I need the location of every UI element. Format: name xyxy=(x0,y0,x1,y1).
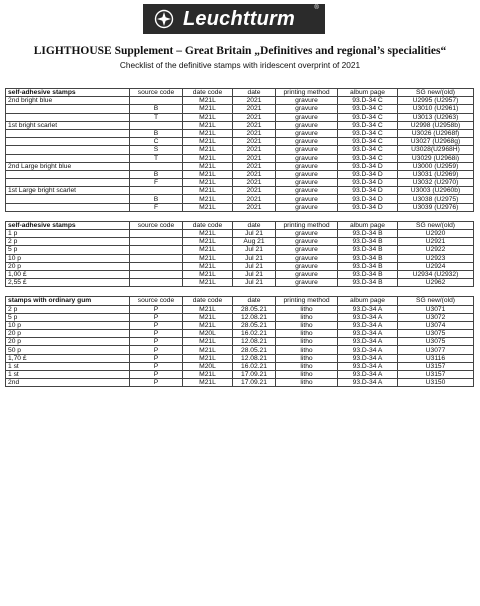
cell-stamp-description xyxy=(6,195,130,203)
cell-issue-date: 12.08.21 xyxy=(233,313,276,321)
cell-source-code: B xyxy=(130,129,183,137)
cell-source-code: P xyxy=(130,338,183,346)
cell-source-code: P xyxy=(130,362,183,370)
cell-printing-method: litho xyxy=(276,362,338,370)
cell-date-code: M21L xyxy=(183,105,233,113)
cell-printing-method: gravure xyxy=(276,246,338,254)
table-row xyxy=(6,113,474,121)
cell-date-code: M21L xyxy=(183,195,233,203)
cell-issue-date: 17.09.21 xyxy=(233,379,276,387)
header-printing-method: printing method xyxy=(276,89,338,97)
cell-album-page: 93.D-34 B xyxy=(338,238,398,246)
table-row xyxy=(6,154,474,162)
table-row xyxy=(6,254,474,262)
registered-mark: ® xyxy=(314,5,319,11)
cell-album-page: 93.D-34 B xyxy=(338,262,398,270)
section-header-row xyxy=(6,297,474,305)
cell-stamp-description xyxy=(6,138,130,146)
cell-issue-date: 2021 xyxy=(233,105,276,113)
cell-stamp-description: 1 p xyxy=(6,230,130,238)
cell-album-page: 93.D-34 C xyxy=(338,113,398,121)
cell-album-page: 93.D-34 C xyxy=(338,121,398,129)
cell-stamp-description: 1,70 £ xyxy=(6,354,130,362)
document-title: LIGHTHOUSE Supplement – Great Britain „Definitives and regional’s specialities“ xyxy=(33,45,447,57)
cell-source-code: P xyxy=(130,346,183,354)
cell-printing-method: litho xyxy=(276,305,338,313)
section-spacer xyxy=(6,287,474,297)
cell-sg-number: U3075 xyxy=(398,330,474,338)
section-header-row xyxy=(6,89,474,97)
cell-stamp-description: 20 p xyxy=(6,330,130,338)
table-row xyxy=(6,262,474,270)
cell-date-code: M21L xyxy=(183,371,233,379)
cell-issue-date: 2021 xyxy=(233,162,276,170)
cell-stamp-description: 20 p xyxy=(6,338,130,346)
cell-stamp-description xyxy=(6,179,130,187)
cell-printing-method: litho xyxy=(276,354,338,362)
cell-date-code: M21L xyxy=(183,162,233,170)
table-row xyxy=(6,362,474,370)
header-sg-number: SG new/(old) xyxy=(398,297,474,305)
cell-issue-date: 2021 xyxy=(233,170,276,178)
cell-album-page: 93.D-34 A xyxy=(338,371,398,379)
cell-stamp-description: 5 p xyxy=(6,246,130,254)
table-row xyxy=(6,170,474,178)
table-row xyxy=(6,379,474,387)
cell-sg-number: U2924 xyxy=(398,262,474,270)
cell-album-page: 93.D-34 D xyxy=(338,179,398,187)
cell-stamp-description xyxy=(6,170,130,178)
cell-date-code: M21L xyxy=(183,338,233,346)
cell-issue-date: 28.05.21 xyxy=(233,305,276,313)
cell-sg-number: U2921 xyxy=(398,238,474,246)
cell-album-page: 93.D-34 A xyxy=(338,330,398,338)
cell-source-code xyxy=(130,270,183,278)
header-issue-date: date xyxy=(233,89,276,97)
cell-stamp-description xyxy=(6,113,130,121)
cell-stamp-description: 1st bright scarlet xyxy=(6,121,130,129)
cell-issue-date: Jul 21 xyxy=(233,270,276,278)
cell-sg-number: U3031 (U2969) xyxy=(398,170,474,178)
cell-issue-date: Jul 21 xyxy=(233,246,276,254)
cell-issue-date: 2021 xyxy=(233,121,276,129)
cell-printing-method: gravure xyxy=(276,230,338,238)
cell-printing-method: gravure xyxy=(276,262,338,270)
cell-stamp-description: 50 p xyxy=(6,346,130,354)
cell-issue-date: 2021 xyxy=(233,113,276,121)
cell-sg-number: U3077 xyxy=(398,346,474,354)
table-row xyxy=(6,238,474,246)
cell-printing-method: gravure xyxy=(276,179,338,187)
cell-album-page: 93.D-34 D xyxy=(338,170,398,178)
cell-date-code: M21L xyxy=(183,262,233,270)
table-row xyxy=(6,146,474,154)
cell-source-code: B xyxy=(130,105,183,113)
cell-sg-number: U3026 (U2968f) xyxy=(398,129,474,137)
cell-album-page: 93.D-34 D xyxy=(338,195,398,203)
cell-stamp-description xyxy=(6,129,130,137)
cell-source-code: P xyxy=(130,305,183,313)
cell-date-code: M21L xyxy=(183,146,233,154)
table-row xyxy=(6,270,474,278)
cell-date-code: M21L xyxy=(183,354,233,362)
cell-source-code xyxy=(130,238,183,246)
cell-issue-date: 28.05.21 xyxy=(233,321,276,329)
cell-source-code: P xyxy=(130,330,183,338)
cell-album-page: 93.D-34 A xyxy=(338,313,398,321)
cell-date-code: M21L xyxy=(183,346,233,354)
table-row xyxy=(6,195,474,203)
cell-sg-number: U3157 xyxy=(398,371,474,379)
cell-printing-method: gravure xyxy=(276,162,338,170)
cell-sg-number: U3039 (U2976) xyxy=(398,203,474,211)
cell-sg-number: U3116 xyxy=(398,354,474,362)
table-row xyxy=(6,330,474,338)
cell-album-page: 93.D-34 D xyxy=(338,162,398,170)
cell-stamp-description: 2,55 £ xyxy=(6,279,130,287)
cell-sg-number: U2920 xyxy=(398,230,474,238)
cell-printing-method: gravure xyxy=(276,146,338,154)
cell-date-code: M21L xyxy=(183,254,233,262)
cell-stamp-description: 2nd xyxy=(6,379,130,387)
cell-date-code: M21L xyxy=(183,179,233,187)
cell-date-code: M21L xyxy=(183,238,233,246)
table-row xyxy=(6,179,474,187)
cell-date-code: M21L xyxy=(183,170,233,178)
cell-album-page: 93.D-34 A xyxy=(338,346,398,354)
cell-stamp-description: 2nd Large bright blue xyxy=(6,162,130,170)
cell-source-code xyxy=(130,254,183,262)
cell-printing-method: gravure xyxy=(276,154,338,162)
cell-date-code: M21L xyxy=(183,129,233,137)
cell-source-code xyxy=(130,246,183,254)
cell-printing-method: gravure xyxy=(276,254,338,262)
cell-stamp-description: 1,00 £ xyxy=(6,270,130,278)
cell-issue-date: 2021 xyxy=(233,138,276,146)
header-stamp-description: self-adhesive stamps xyxy=(6,89,130,97)
cell-date-code: M21L xyxy=(183,187,233,195)
header-source-code: source code xyxy=(130,297,183,305)
stamp-checklist-table xyxy=(5,88,474,387)
cell-printing-method: gravure xyxy=(276,129,338,137)
cell-date-code: M21L xyxy=(183,230,233,238)
cell-source-code: C xyxy=(130,138,183,146)
cell-album-page: 93.D-34 A xyxy=(338,305,398,313)
cell-source-code: P xyxy=(130,371,183,379)
cell-sg-number: U3074 xyxy=(398,321,474,329)
cell-album-page: 93.D-34 D xyxy=(338,203,398,211)
cell-album-page: 93.D-34 C xyxy=(338,97,398,105)
cell-date-code: M21L xyxy=(183,203,233,211)
header-stamp-description: stamps with ordinary gum xyxy=(6,297,130,305)
cell-printing-method: litho xyxy=(276,379,338,387)
cell-printing-method: litho xyxy=(276,321,338,329)
cell-printing-method: gravure xyxy=(276,113,338,121)
cell-date-code: M21L xyxy=(183,270,233,278)
cell-source-code xyxy=(130,262,183,270)
cell-stamp-description xyxy=(6,146,130,154)
cell-album-page: 93.D-34 C xyxy=(338,105,398,113)
cell-album-page: 93.D-34 B xyxy=(338,279,398,287)
cell-source-code: T xyxy=(130,154,183,162)
cell-album-page: 93.D-34 A xyxy=(338,379,398,387)
cell-source-code: P xyxy=(130,321,183,329)
section-spacer xyxy=(6,211,474,221)
cell-printing-method: gravure xyxy=(276,121,338,129)
cell-source-code: F xyxy=(130,203,183,211)
table-row xyxy=(6,338,474,346)
cell-stamp-description: 5 p xyxy=(6,313,130,321)
cell-stamp-description xyxy=(6,203,130,211)
cell-sg-number: U3072 xyxy=(398,313,474,321)
cell-stamp-description: 1st Large bright scarlet xyxy=(6,187,130,195)
cell-printing-method: litho xyxy=(276,371,338,379)
cell-album-page: 93.D-34 C xyxy=(338,138,398,146)
header-issue-date: date xyxy=(233,297,276,305)
cell-issue-date: 28.05.21 xyxy=(233,346,276,354)
cell-date-code: M20L xyxy=(183,330,233,338)
cell-issue-date: 12.08.21 xyxy=(233,338,276,346)
cell-stamp-description xyxy=(6,154,130,162)
header-sg-number: SG new/(old) xyxy=(398,89,474,97)
cell-date-code: M21L xyxy=(183,379,233,387)
document-subtitle: Checklist of the definitive stamps with iridescent overprint of 2021 xyxy=(119,60,361,70)
cell-source-code: S xyxy=(130,146,183,154)
cell-stamp-description: 10 p xyxy=(6,254,130,262)
cell-issue-date: 12.08.21 xyxy=(233,354,276,362)
table-row xyxy=(6,321,474,329)
cell-sg-number: U3013 (U2963) xyxy=(398,113,474,121)
cell-source-code: P xyxy=(130,313,183,321)
cell-source-code: B xyxy=(130,170,183,178)
header-issue-date: date xyxy=(233,221,276,229)
cell-printing-method: litho xyxy=(276,330,338,338)
cell-printing-method: gravure xyxy=(276,97,338,105)
cell-album-page: 93.D-34 C xyxy=(338,129,398,137)
section-spacer-cell xyxy=(6,287,474,297)
lighthouse-emblem-icon xyxy=(154,9,174,29)
table-row xyxy=(6,138,474,146)
cell-sg-number: U3003 (U2960b) xyxy=(398,187,474,195)
cell-album-page: 93.D-34 D xyxy=(338,187,398,195)
header-date-code: date code xyxy=(183,89,233,97)
cell-sg-number: U3032 (U2970) xyxy=(398,179,474,187)
cell-issue-date: 2021 xyxy=(233,195,276,203)
cell-printing-method: gravure xyxy=(276,238,338,246)
cell-source-code xyxy=(130,279,183,287)
cell-sg-number: U3038 (U2975) xyxy=(398,195,474,203)
cell-source-code xyxy=(130,187,183,195)
cell-issue-date: 2021 xyxy=(233,97,276,105)
cell-date-code: M21L xyxy=(183,279,233,287)
cell-sg-number: U3157 xyxy=(398,362,474,370)
table-row xyxy=(6,230,474,238)
cell-sg-number: U2922 xyxy=(398,246,474,254)
cell-sg-number: U2923 xyxy=(398,254,474,262)
header-stamp-description: self-adhesive stamps xyxy=(6,221,130,229)
cell-album-page: 93.D-34 A xyxy=(338,338,398,346)
cell-source-code: F xyxy=(130,179,183,187)
cell-issue-date: 17.09.21 xyxy=(233,371,276,379)
cell-sg-number: U2995 (U2957) xyxy=(398,97,474,105)
cell-sg-number: U2998 (U2958b) xyxy=(398,121,474,129)
header-album-page: album page xyxy=(338,297,398,305)
cell-printing-method: gravure xyxy=(276,195,338,203)
cell-album-page: 93.D-34 C xyxy=(338,146,398,154)
cell-issue-date: 2021 xyxy=(233,187,276,195)
cell-issue-date: Jul 21 xyxy=(233,230,276,238)
table-row xyxy=(6,279,474,287)
cell-issue-date: 16.02.21 xyxy=(233,362,276,370)
cell-date-code: M21L xyxy=(183,113,233,121)
cell-issue-date: 2021 xyxy=(233,203,276,211)
cell-date-code: M21L xyxy=(183,138,233,146)
header-album-page: album page xyxy=(338,221,398,229)
cell-source-code: P xyxy=(130,354,183,362)
cell-stamp-description: 2 p xyxy=(6,305,130,313)
cell-album-page: 93.D-34 B xyxy=(338,254,398,262)
table-row xyxy=(6,105,474,113)
table-row xyxy=(6,129,474,137)
cell-stamp-description: 1 st xyxy=(6,362,130,370)
header-sg-number: SG new/(old) xyxy=(398,221,474,229)
cell-date-code: M21L xyxy=(183,154,233,162)
cell-album-page: 93.D-34 A xyxy=(338,321,398,329)
cell-source-code: B xyxy=(130,195,183,203)
table-row xyxy=(6,246,474,254)
cell-issue-date: 16.02.21 xyxy=(233,330,276,338)
cell-date-code: M21L xyxy=(183,246,233,254)
header-album-page: album page xyxy=(338,89,398,97)
cell-printing-method: gravure xyxy=(276,279,338,287)
cell-source-code xyxy=(130,97,183,105)
cell-issue-date: Aug 21 xyxy=(233,238,276,246)
table-row xyxy=(6,97,474,105)
cell-date-code: M21L xyxy=(183,97,233,105)
cell-stamp-description xyxy=(6,105,130,113)
cell-sg-number: U3028(U2968H) xyxy=(398,146,474,154)
cell-stamp-description: 10 p xyxy=(6,321,130,329)
section-spacer-cell xyxy=(6,211,474,221)
table-row xyxy=(6,305,474,313)
cell-stamp-description: 2 p xyxy=(6,238,130,246)
cell-printing-method: gravure xyxy=(276,203,338,211)
cell-issue-date: 2021 xyxy=(233,146,276,154)
cell-stamp-description: 2nd bright blue xyxy=(6,97,130,105)
cell-printing-method: gravure xyxy=(276,105,338,113)
header-date-code: date code xyxy=(183,297,233,305)
header-date-code: date code xyxy=(183,221,233,229)
cell-sg-number: U3029 (U2968i) xyxy=(398,154,474,162)
cell-issue-date: 2021 xyxy=(233,179,276,187)
cell-sg-number: U3027 (U2968g) xyxy=(398,138,474,146)
cell-sg-number: U3075 xyxy=(398,338,474,346)
table-row xyxy=(6,354,474,362)
cell-printing-method: litho xyxy=(276,313,338,321)
cell-printing-method: gravure xyxy=(276,270,338,278)
cell-album-page: 93.D-34 B xyxy=(338,230,398,238)
cell-source-code xyxy=(130,162,183,170)
cell-album-page: 93.D-34 B xyxy=(338,246,398,254)
cell-date-code: M21L xyxy=(183,313,233,321)
table-row xyxy=(6,203,474,211)
cell-sg-number: U3010 (U2961) xyxy=(398,105,474,113)
header-source-code: source code xyxy=(130,89,183,97)
cell-printing-method: gravure xyxy=(276,138,338,146)
cell-source-code xyxy=(130,121,183,129)
cell-issue-date: Jul 21 xyxy=(233,262,276,270)
leuchtturm-logo xyxy=(143,4,325,34)
cell-date-code: M21L xyxy=(183,121,233,129)
cell-source-code: P xyxy=(130,379,183,387)
cell-date-code: M21L xyxy=(183,321,233,329)
cell-sg-number: U2962 xyxy=(398,279,474,287)
cell-stamp-description: 1 st xyxy=(6,371,130,379)
header-source-code: source code xyxy=(130,221,183,229)
cell-sg-number: U3000 (U2959) xyxy=(398,162,474,170)
cell-album-page: 93.D-34 A xyxy=(338,354,398,362)
cell-sg-number: U2934 (U2932) xyxy=(398,270,474,278)
section-header-row xyxy=(6,221,474,229)
cell-album-page: 93.D-34 B xyxy=(338,270,398,278)
cell-album-page: 93.D-34 C xyxy=(338,154,398,162)
table-row xyxy=(6,371,474,379)
cell-printing-method: litho xyxy=(276,338,338,346)
cell-stamp-description: 20 p xyxy=(6,262,130,270)
cell-date-code: M21L xyxy=(183,305,233,313)
table-row xyxy=(6,121,474,129)
cell-source-code: T xyxy=(130,113,183,121)
table-row xyxy=(6,346,474,354)
header-printing-method: printing method xyxy=(276,221,338,229)
cell-issue-date: Jul 21 xyxy=(233,279,276,287)
cell-date-code: M20L xyxy=(183,362,233,370)
logo-brand-name: Leuchtturm xyxy=(183,7,295,30)
cell-sg-number: U3071 xyxy=(398,305,474,313)
cell-issue-date: Jul 21 xyxy=(233,254,276,262)
table-row xyxy=(6,313,474,321)
cell-sg-number: U3150 xyxy=(398,379,474,387)
cell-source-code xyxy=(130,230,183,238)
cell-album-page: 93.D-34 A xyxy=(338,362,398,370)
cell-printing-method: gravure xyxy=(276,187,338,195)
table-row xyxy=(6,162,474,170)
table-row xyxy=(6,187,474,195)
header-printing-method: printing method xyxy=(276,297,338,305)
cell-issue-date: 2021 xyxy=(233,129,276,137)
cell-printing-method: gravure xyxy=(276,170,338,178)
cell-printing-method: litho xyxy=(276,346,338,354)
cell-issue-date: 2021 xyxy=(233,154,276,162)
